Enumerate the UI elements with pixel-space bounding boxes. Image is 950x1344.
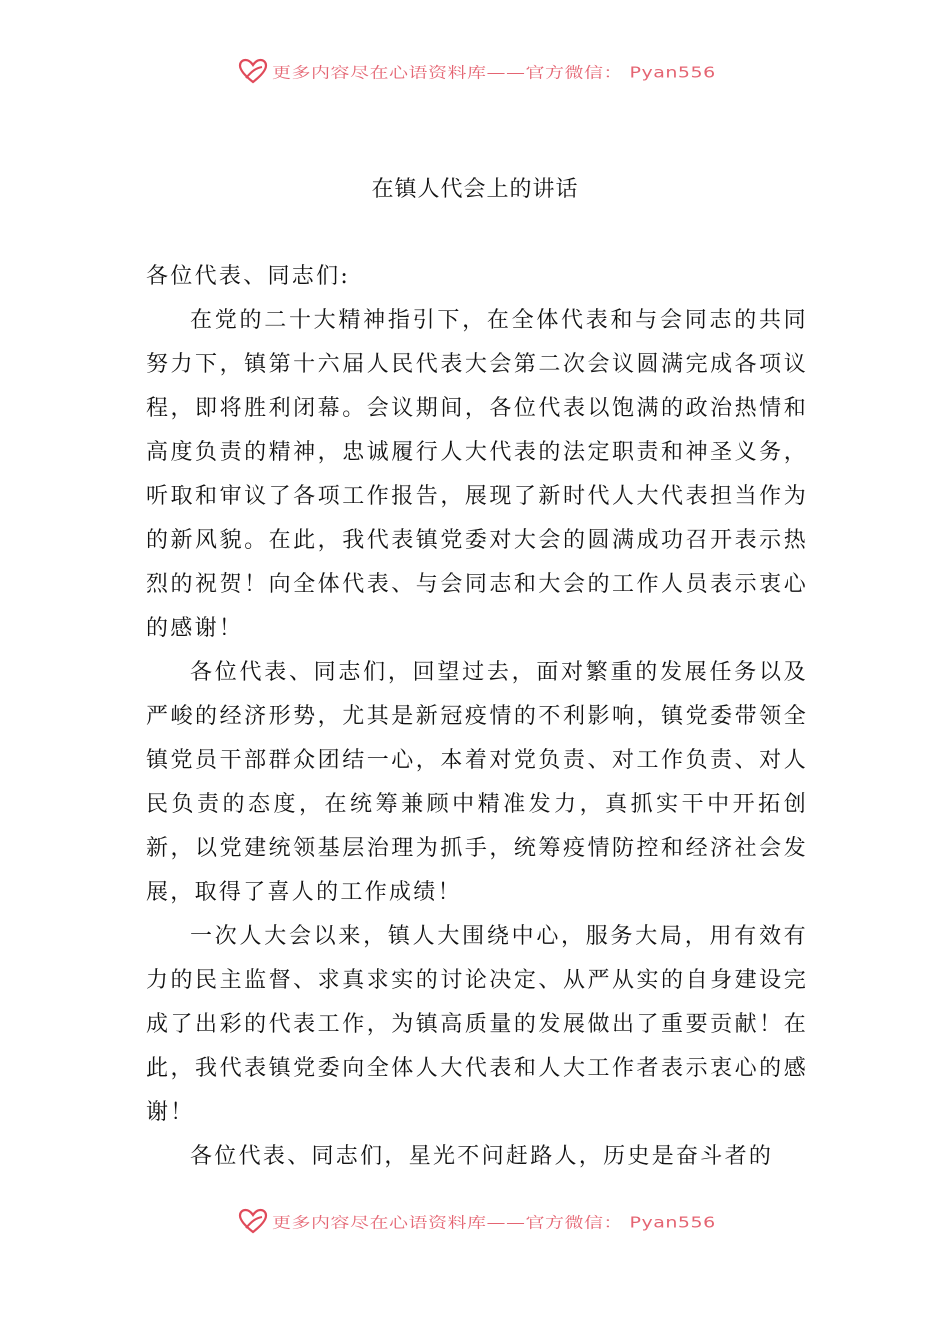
watermark-footer <box>238 1204 738 1238</box>
document-title: 在镇人代会上的讲话 <box>371 177 579 202</box>
heart-logo-icon <box>238 58 268 84</box>
salutation: 各位代表、同志们: <box>146 264 351 289</box>
heart-logo-icon <box>238 1208 268 1234</box>
paragraph: 一次人大会以来，镇人大围绕中心，服务大局，用有效有力的民主监督、求真求实的讨论决定、从严从实的自身建设完成了出彩的代表工作，为镇高质量的发展做出了重要贡献！在此，我代表镇党委向全体人大代表和人大工作者表示衷心的感谢！ <box>146 924 808 1125</box>
paragraph: 各位代表、同志们，星光不问赶路人，历史是奋斗者的 <box>190 1144 774 1169</box>
document-body <box>146 255 808 1179</box>
paragraph: 各位代表、同志们，回望过去，面对繁重的发展任务以及严峻的经济形势，尤其是新冠疫情的不利影响，镇党委带领全镇党员干部群众团结一心，本着对党负责、对工作负责、对人民负责的态度，在统筹兼顾中精准发力，真抓实干中开拓创新，以党建统领基层治理为抓手，统筹疫情防控和经济社会发展，取得了喜人的工作成绩！ <box>146 660 808 905</box>
watermark-text: 更多内容尽在心语资料库——官方微信： Pyan556 <box>272 63 716 81</box>
paragraph: 在党的二十大精神指引下，在全体代表和与会同志的共同努力下，镇第十六届人民代表大会第二次会议圆满完成各项议程，即将胜利闭幕。会议期间，各位代表以饱满的政治热情和高度负责的精神，忠诚履行人大代表的法定职责和神圣义务，听取和审议了各项工作报告，展现了新时代人大代表担当作为的新风貌。在此，我代表镇党委对大会的圆满成功召开表示热烈的祝贺！向全体代表、与会同志和大会的工作人员表示衷心的感谢！ <box>146 308 808 641</box>
watermark-header <box>238 54 738 88</box>
watermark-text: 更多内容尽在心语资料库——官方微信： Pyan556 <box>272 1213 716 1231</box>
